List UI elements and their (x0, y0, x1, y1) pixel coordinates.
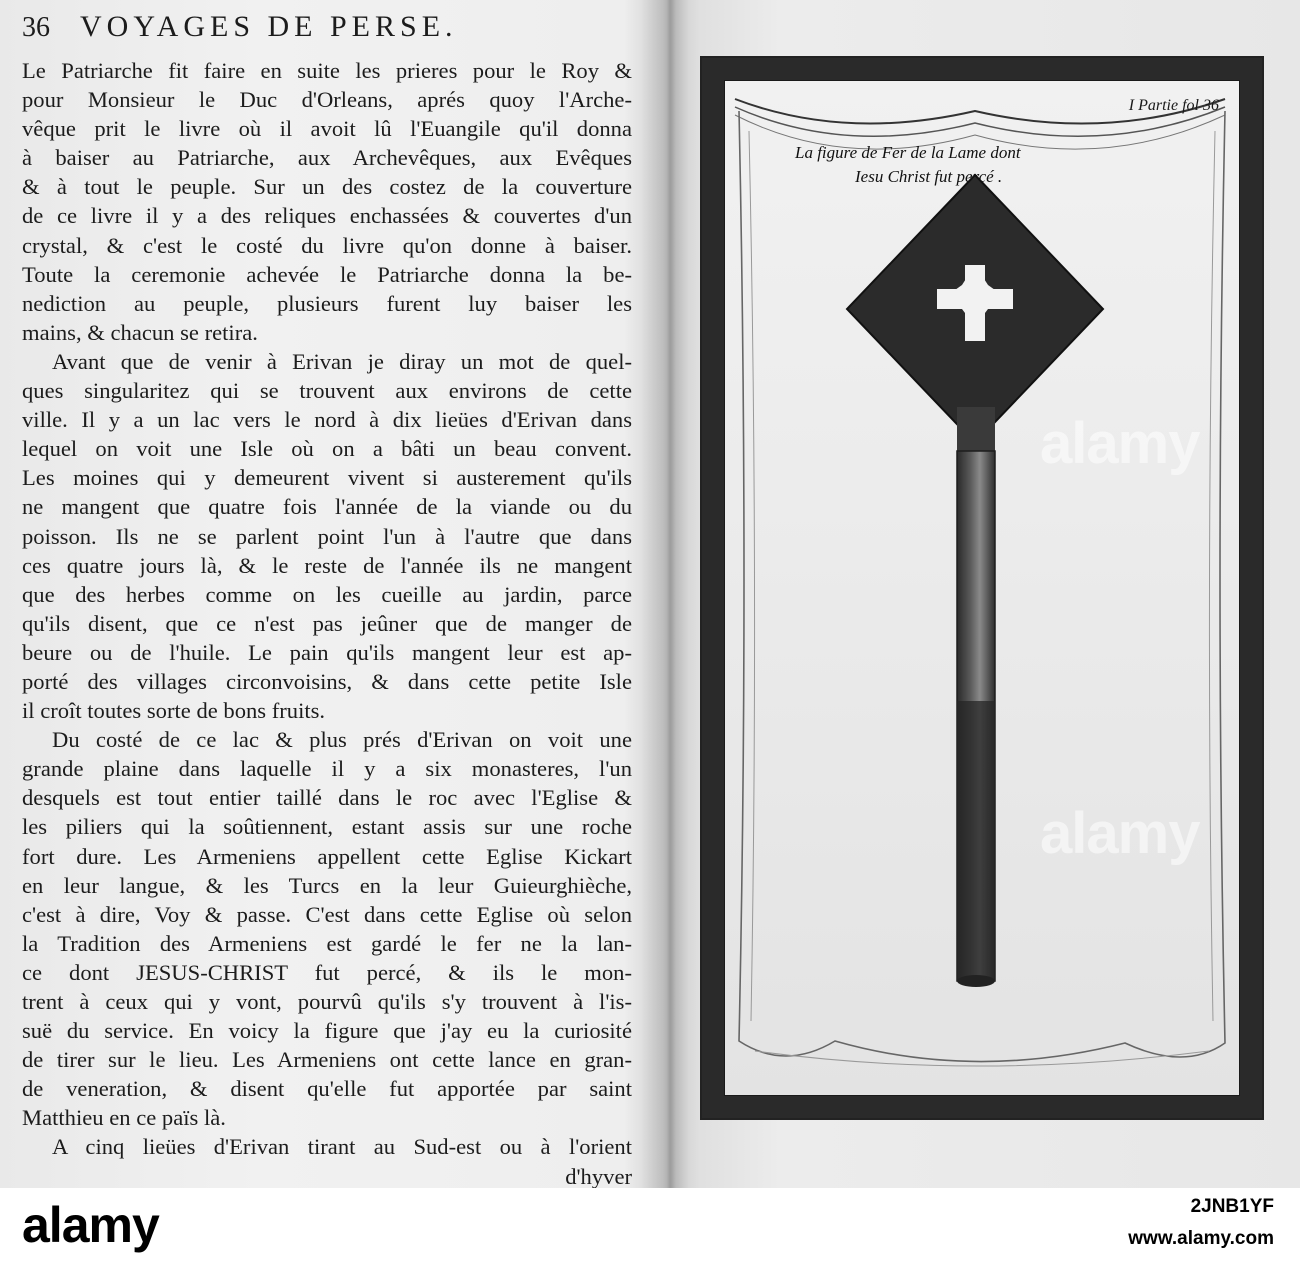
text-line: Avant que de venir à Erivan je diray un mot de quel- (52, 348, 632, 374)
text-line: de ce livre il y a des reliques enchassées & couvertes d'un (22, 203, 632, 229)
text-line: Le Patriarche fit faire en suite les prieres pour le Roy & (22, 58, 632, 83)
book-gutter (640, 0, 700, 1188)
stock-meta (1128, 1196, 1274, 1250)
text-line: grande plaine dans laquelle il y a six monasteres, l'un (22, 756, 632, 782)
brand-logo: alamy (22, 1197, 159, 1253)
text-line: desquels est tout entier taillé dans le roc avec l'Eglise & (22, 785, 632, 811)
plate-field (724, 80, 1240, 1096)
holy-lance-illustration (725, 81, 1239, 1095)
caption-line-2: Iesu Christ fut percé . (855, 167, 1003, 186)
page-number: 36 (22, 12, 50, 43)
text-line: & à tout le peuple. Sur un des costez de la couverture (22, 174, 632, 200)
text-line: beure ou de l'huile. Le pain qu'ils mangent leur est ap- (22, 639, 632, 665)
text-line: Matthieu en ce païs là. (22, 1105, 226, 1131)
text-line: que des herbes comme on les cueille au jardin, parce (22, 581, 632, 607)
stock-footer (0, 1188, 1300, 1276)
text-line: ce dont JESUS-CHRIST fut percé, & ils le mon- (22, 959, 632, 985)
running-title: VOYAGES DE PERSE. (80, 10, 458, 43)
shaft-end (957, 975, 995, 987)
lance-socket (957, 407, 995, 457)
text-line: ques singularitez qui se trouvent aux environs de cette (22, 378, 632, 404)
text-line: il croît toutes sorte de bons fruits. (22, 698, 326, 724)
watermark-text: alamy (1040, 411, 1200, 476)
paragraph-3 (22, 725, 632, 1132)
text-line: de tirer sur le lieu. Les Armeniens ont cette lance en gran- (22, 1047, 632, 1073)
body-text (22, 56, 632, 1188)
text-line: fort dure. Les Armeniens appellent cette Eglise Kickart (22, 843, 632, 869)
paragraph-4 (22, 1132, 632, 1188)
text-line: de veneration, & disent qu'elle fut apportée par saint (22, 1076, 632, 1102)
text-line: porté des villages circonvoisins, & dans cette petite Isle (22, 668, 632, 694)
text-line: ne mangent que quatre fois l'année de la viande ou du (22, 494, 632, 520)
text-line: lequel on voit une Isle où on a bâti un beau convent. (22, 436, 632, 462)
running-head (22, 10, 632, 54)
watermark-text: alamy (1040, 801, 1200, 866)
image-id: 2JNB1YF (1190, 1196, 1274, 1217)
site-url: www.alamy.com (1128, 1228, 1274, 1249)
text-line: la Tradition des Armeniens est gardé le fer ne la lan- (22, 930, 632, 956)
plate-reference: I Partie fol 36 (1128, 97, 1219, 114)
catchword: d'hyver (565, 1163, 632, 1188)
caption-line-1: La figure de Fer de la Lame dont (795, 143, 1021, 162)
engraving-plate (700, 56, 1264, 1120)
text-line: Les moines qui y demeurent vivent si austerement qu'ils (22, 465, 632, 491)
text-line: poisson. Ils ne se parlent point l'un à l'autre que dans (22, 523, 632, 549)
text-line: c'est à dire, Voy & passe. C'est dans cette Eglise où selon (22, 901, 632, 927)
text-line: mains, & chacun se retira. (22, 319, 258, 345)
text-line: trent à ceux qui y vont, pourvû qu'ils s'y trouvent à l'is- (22, 989, 632, 1014)
text-line: ville. Il y a un lac vers le nord à dix lieües d'Erivan dans (22, 407, 632, 433)
paragraph-2 (22, 347, 632, 725)
text-line: suë du service. En voicy la figure que j'ay eu la curiosité (22, 1018, 632, 1044)
text-line: à baiser au Patriarche, aux Archevêques, aux Evêques (22, 145, 632, 171)
text-line: crystal, & c'est le costé du livre qu'on donne à baiser. (22, 232, 632, 258)
text-line: Du costé de ce lac & plus prés d'Erivan on voit une (52, 727, 632, 753)
text-line: A cinq lieües d'Erivan tirant au Sud-est ou à l'orient (52, 1134, 632, 1160)
text-line: en leur langue, & les Turcs en la leur Guieurghièche, (22, 872, 632, 898)
left-page (22, 10, 632, 1188)
text-line: nediction au peuple, plusieurs furent luy baiser les (22, 290, 632, 316)
text-line: ces quatre jours là, & le reste de l'année ils ne mangent (22, 552, 632, 578)
text-line: Toute la ceremonie achevée le Patriarche donna la be- (22, 261, 632, 287)
text-line: les piliers qui la soûtiennent, estant assis sur une roche (22, 814, 632, 840)
shaft-shadow (957, 701, 995, 981)
text-line: pour Monsieur le Duc d'Orleans, aprés quoy l'Arche- (22, 87, 632, 113)
paragraph-1 (22, 56, 632, 347)
text-line: qu'ils disent, que ce n'est pas jeûner que de manger de (22, 610, 632, 636)
text-line: vêque prit le livre où il avoit lû l'Euangile qu'il donna (22, 116, 632, 142)
